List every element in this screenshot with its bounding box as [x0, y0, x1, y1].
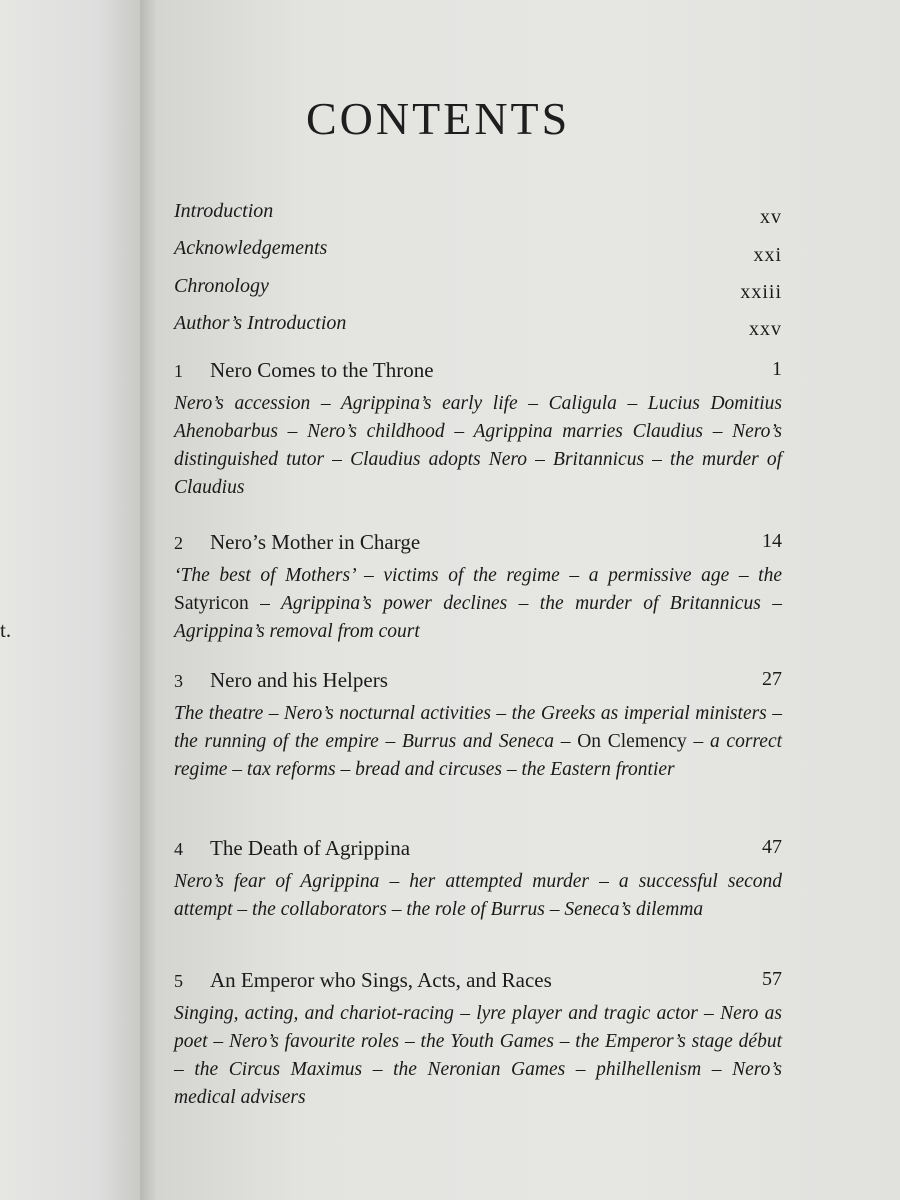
summary-text: The theatre – Nero’s nocturnal activities – the Greeks as imperial ministers – the running of the empire – Burrus and Seneca –: [174, 703, 782, 752]
chapter-summary: [174, 562, 782, 646]
toc-entry-label: Acknowledgements: [174, 237, 328, 259]
summary-text: – a correct regime – tax reforms – bread and circuses – the Eastern frontier: [174, 731, 783, 780]
toc-chapter-3[interactable]: [174, 668, 782, 784]
toc-chapter-1[interactable]: [174, 358, 782, 502]
chapter-title: Nero Comes to the Throne: [210, 358, 434, 382]
chapter-title: An Emperor who Sings, Acts, and Races: [210, 968, 552, 992]
toc-entry-page: xv: [760, 206, 782, 228]
toc-entry-page: xxi: [753, 244, 782, 266]
chapter-page: 1: [772, 358, 782, 380]
toc-entry-label: Author’s Introduction: [174, 312, 347, 334]
page-title: CONTENTS: [306, 93, 571, 144]
chapter-number: 3: [174, 671, 183, 691]
chapter-summary: Singing, acting, and chariot-racing – lyre player and tragic actor – Nero as poet – Nero’s favourite roles – the Youth Games – the Emperor’s stage début – the Circus Maximus – the Neronian Games – philhellenism – Nero’s medical advisers: [174, 1003, 782, 1108]
chapter-summary: [174, 700, 782, 784]
chapter-page: 27: [762, 668, 782, 690]
summary-work-title: Satyricon: [174, 593, 249, 614]
chapter-title: Nero’s Mother in Charge: [210, 530, 421, 554]
book-gutter: [140, 0, 158, 1200]
chapter-summary: Nero’s fear of Agrippina – her attempted murder – a successful second attempt – the collaborators – the role of Burrus – Seneca’s dilemma: [174, 871, 782, 920]
toc-entry-label: Chronology: [174, 275, 269, 297]
chapter-title: Nero and his Helpers: [210, 668, 388, 692]
left-page-text-fragment: t.: [0, 618, 12, 642]
toc-entry-page: xxiii: [740, 281, 782, 303]
chapter-page: 57: [762, 968, 782, 990]
toc-entry-page: xxv: [749, 318, 782, 340]
summary-text: ‘The best of Mothers’ – victims of the regime – a permissive age – the: [174, 565, 782, 586]
toc-entry-label: Introduction: [174, 200, 274, 222]
chapter-number: 1: [174, 361, 183, 381]
chapter-number: 5: [174, 971, 183, 991]
chapter-title: The Death of Agrippina: [210, 836, 411, 860]
toc-chapter-5[interactable]: [174, 968, 782, 1112]
chapter-summary: Nero’s accession – Agrippina’s early life – Caligula – Lucius Domitius Ahenobarbus – Nero’s childhood – Agrippina marries Claudius – Nero’s distinguished tutor – Claudius adopts Nero – Britannicus – the murder of Claudius: [174, 393, 782, 498]
summary-text: – Agrippina’s power declines – the murder of Britannicus – Agrippina’s removal from court: [174, 593, 782, 642]
chapter-number: 4: [174, 839, 183, 859]
chapter-page: 47: [762, 836, 782, 858]
summary-work-title: On Clemency: [577, 731, 687, 752]
left-page: [0, 0, 140, 1200]
chapter-number: 2: [174, 533, 183, 553]
chapter-page: 14: [762, 530, 782, 552]
toc-chapter-2[interactable]: [174, 530, 782, 646]
toc-chapter-4[interactable]: [174, 836, 782, 924]
